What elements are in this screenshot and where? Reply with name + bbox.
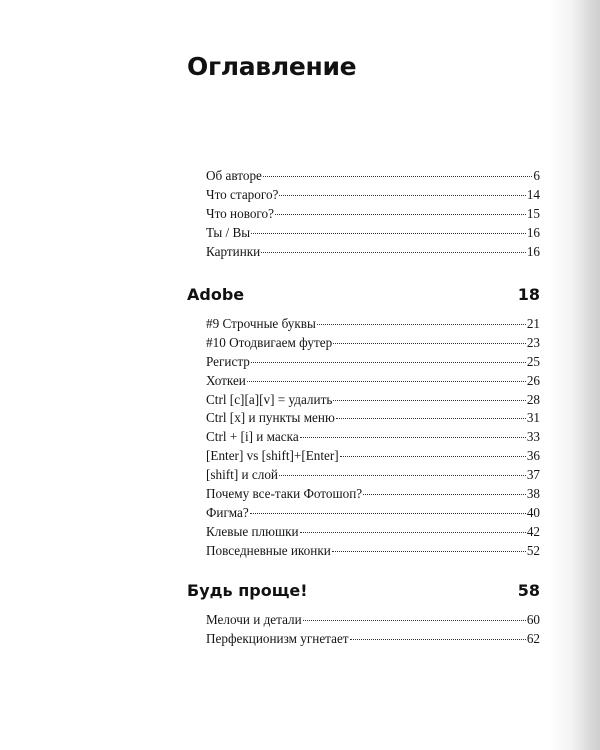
toc-entry[interactable] [206, 187, 540, 206]
toc-entry-page: 14 [526, 186, 540, 202]
toc-entry[interactable] [206, 631, 540, 650]
dot-leader [275, 214, 526, 215]
toc-entry-label: [shift] и слой [206, 467, 278, 483]
toc-entry-label: [Enter] vs [shift]+[Enter] [206, 448, 339, 464]
toc-entry-page: 33 [526, 429, 540, 445]
toc-entry[interactable] [206, 244, 540, 263]
toc-entry-label: Повседневные иконки [206, 542, 331, 558]
toc-entry-page: 6 [533, 168, 540, 183]
dot-leader [250, 513, 526, 514]
toc-entry-label: Почему все-таки Фотошоп? [206, 486, 363, 502]
toc-entry-label: Что нового? [206, 205, 274, 221]
toc-entry-label: #9 Строчные буквы [206, 316, 316, 331]
dot-leader [350, 639, 526, 640]
dot-leader [332, 551, 526, 552]
dot-leader [333, 400, 525, 401]
toc-entry-page: 16 [526, 243, 540, 259]
toc-entry-page: 40 [526, 504, 540, 520]
dot-leader [317, 324, 526, 325]
toc-entry-page: 15 [526, 205, 540, 221]
toc-entry-page: 52 [526, 542, 540, 558]
toc-entry-page: 36 [526, 448, 540, 464]
toc-entry-label: Ctrl [c][a][v] = удалить [206, 391, 333, 407]
toc-entry-label: Перфекционизм угнетает [206, 630, 349, 646]
toc-entry[interactable] [206, 335, 540, 354]
toc-entry-page: 28 [526, 391, 540, 407]
toc-entry-label: #10 Отодвигаем футер [206, 334, 333, 350]
dot-leader [247, 381, 526, 382]
dot-leader [279, 475, 526, 476]
dot-leader [261, 252, 526, 253]
toc-entry[interactable] [206, 429, 540, 448]
toc-entry-page: 42 [526, 523, 540, 539]
toc-entry[interactable] [206, 448, 540, 467]
toc-entry-page: 23 [526, 334, 540, 350]
dot-leader [251, 233, 526, 234]
dot-leader [340, 456, 526, 457]
section-entries [206, 316, 540, 562]
toc-entry[interactable] [206, 354, 540, 373]
dot-leader [263, 176, 532, 177]
toc-entry-label: Регистр [206, 353, 250, 369]
dot-leader [300, 437, 526, 438]
section-heading[interactable] [187, 285, 540, 304]
toc-entry[interactable] [206, 392, 540, 411]
toc-entry-label: Ctrl + [i] и маска [206, 429, 299, 445]
dot-leader [251, 362, 526, 363]
toc-entry-page: 62 [526, 630, 540, 646]
dot-leader [279, 195, 525, 196]
toc-entry-label: Что старого? [206, 186, 279, 202]
page-title: Оглавление [187, 52, 357, 81]
toc-entry-label: Клевые плюшки [206, 523, 299, 539]
toc-entry-page: 60 [526, 612, 540, 627]
toc-entry[interactable] [206, 373, 540, 392]
toc-entry[interactable] [206, 543, 540, 562]
toc-entry-label: Картинки [206, 243, 261, 259]
dot-leader [303, 620, 526, 621]
toc-entry-page: 37 [526, 467, 540, 483]
toc-entry[interactable] [206, 505, 540, 524]
intro-entries [206, 168, 540, 262]
toc-entry-label: Фигма? [206, 504, 249, 520]
toc-entry[interactable] [206, 316, 540, 335]
toc-entry-page: 38 [526, 486, 540, 502]
section-page: 18 [517, 285, 540, 304]
toc-entry-label: Об авторе [206, 168, 262, 183]
toc-entry-page: 31 [526, 410, 540, 426]
dot-leader [333, 343, 526, 344]
toc-entry[interactable] [206, 410, 540, 429]
dot-leader [300, 532, 526, 533]
toc-entry[interactable] [206, 612, 540, 631]
toc-entry-page: 25 [526, 353, 540, 369]
section-title: Adobe [187, 285, 245, 304]
section-heading[interactable] [187, 581, 540, 600]
dot-leader [363, 494, 526, 495]
section-page: 58 [517, 581, 540, 600]
toc-entry-label: Хоткеи [206, 372, 246, 388]
toc-entry[interactable] [206, 168, 540, 187]
section-title: Будь проще! [187, 581, 308, 600]
section-entries [206, 612, 540, 650]
toc-entry[interactable] [206, 467, 540, 486]
dot-leader [336, 418, 526, 419]
toc-entry[interactable] [206, 524, 540, 543]
toc-entry-page: 16 [526, 224, 540, 240]
toc-entry-label: Мелочи и детали [206, 612, 302, 627]
toc-entry[interactable] [206, 486, 540, 505]
toc-entry[interactable] [206, 225, 540, 244]
toc-entry-label: Ctrl [x] и пункты меню [206, 410, 335, 426]
toc-entry-page: 21 [526, 316, 540, 331]
toc-entry[interactable] [206, 206, 540, 225]
toc-entry-label: Ты / Вы [206, 224, 251, 240]
toc-entry-page: 26 [526, 372, 540, 388]
